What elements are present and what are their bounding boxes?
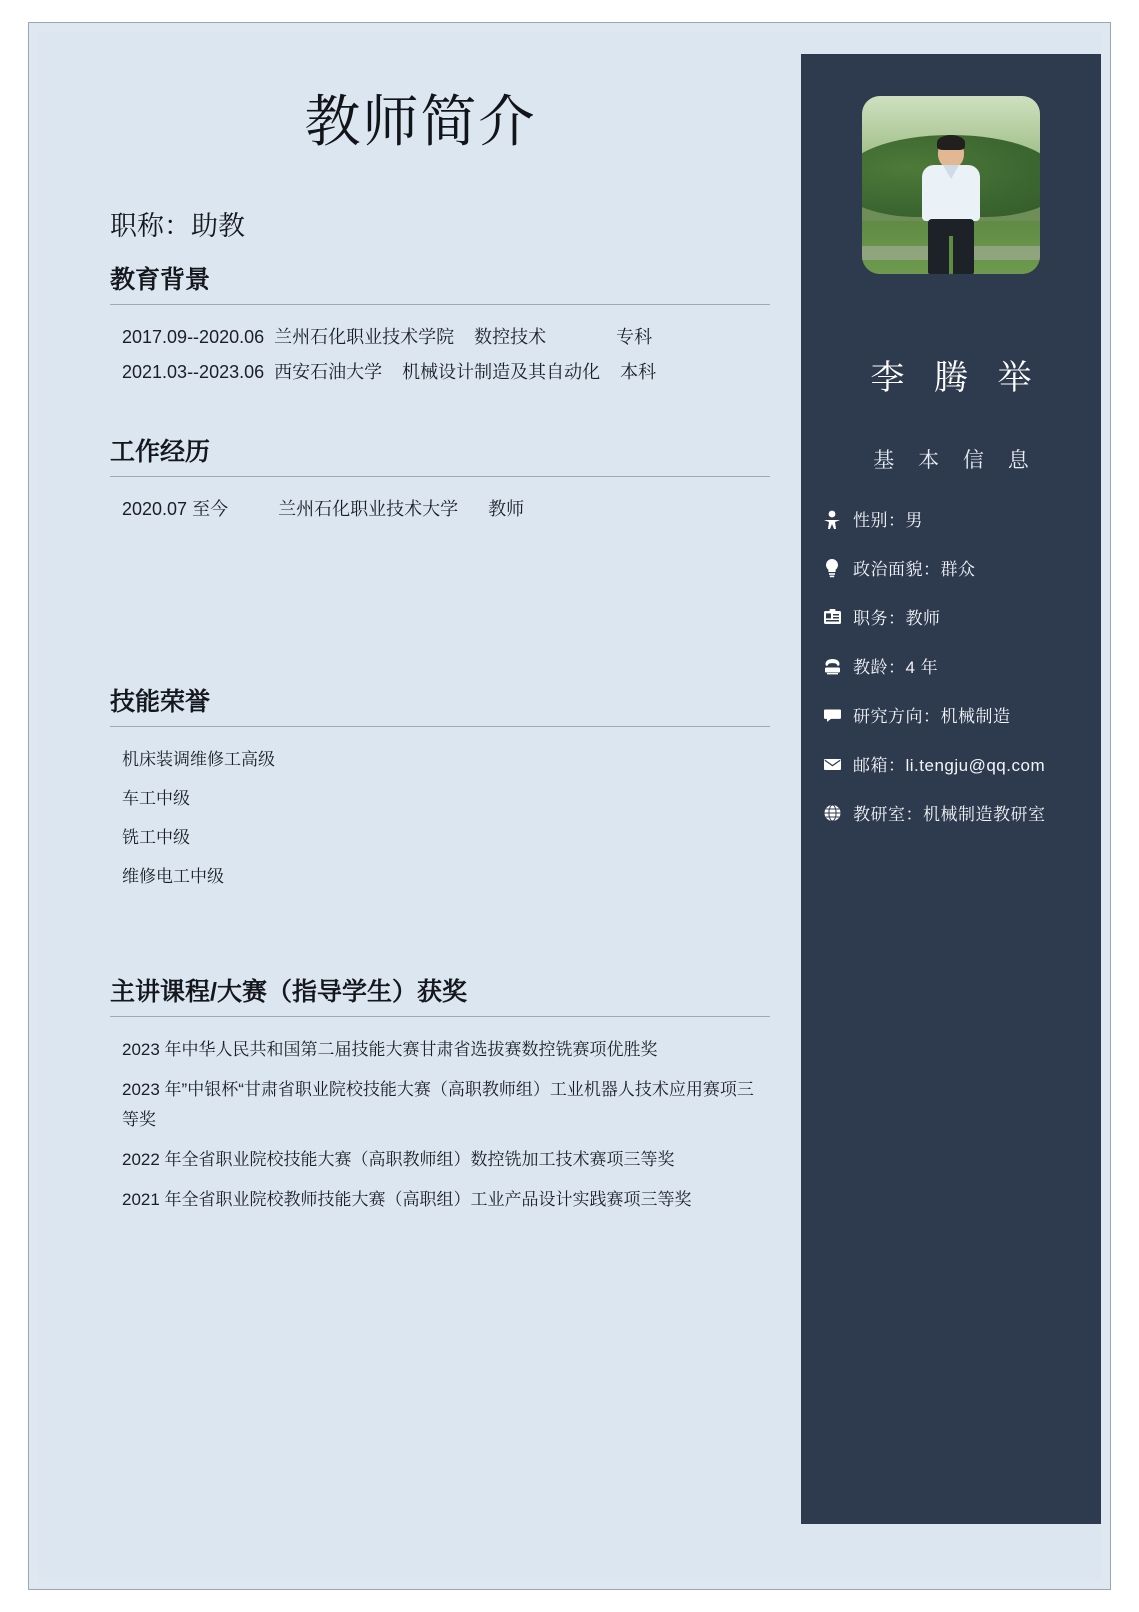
section-education [110,260,770,393]
section-skills [110,682,770,901]
info-text: 教龄：4 年 [853,658,939,677]
section-body-work [110,477,770,521]
globe-icon [823,803,853,823]
page-sheet [28,22,1111,1590]
info-row-teaching-years [823,656,1091,680]
person-name: 李 腾 举 [870,359,1042,397]
award-item: 2023 年”中银杯“甘肃省职业院校技能大赛（高职教师组）工业机器人技术应用赛项三等奖 [122,1080,754,1129]
photo-person-hair [937,135,965,150]
section-work [110,432,770,529]
section-awards [110,972,770,1225]
skill-item: 铣工中级 [122,828,190,847]
chat-icon [823,705,853,725]
bulb-icon [823,558,853,578]
job-title: 职称：助教 [110,211,245,241]
photo-person [920,132,982,274]
info-text: 性别：男 [853,511,923,530]
info-row-email [823,754,1091,778]
photo-person-leg-gap [949,236,953,274]
education-item: 2021.03--2023.06 西安石油大学 机械设计制造及其自动化 本科 [122,362,657,382]
education-item: 2017.09--2020.06 兰州石化职业技术学院 数控技术 专科 [122,327,653,347]
page-title: 教师简介 [304,90,537,153]
skill-item: 机床装调维修工高级 [122,750,275,769]
info-row-research [823,705,1091,729]
section-body-skills [110,727,770,887]
info-text: 邮箱：li.tengju@qq.com [853,756,1046,775]
section-heading-awards: 主讲课程/大赛（指导学生）获奖 [110,978,467,1006]
info-text: 政治面貌：群众 [853,560,976,579]
section-heading-education: 教育背景 [110,266,211,294]
left-column [38,32,803,1580]
id-card-icon [823,607,853,627]
sidebar-subtitle: 基 本 信 息 [873,449,1038,472]
info-row-position [823,607,1091,631]
avatar [862,96,1040,274]
skill-item: 车工中级 [122,789,190,808]
work-item: 2020.07 至今 兰州石化职业技术大学 教师 [122,499,525,519]
info-row-gender [823,509,1091,533]
info-text: 研究方向：机械制造 [853,707,1011,726]
mail-icon [823,754,853,774]
award-item: 2023 年中华人民共和国第二届技能大赛甘肃省选拔赛数控铣赛项优胜奖 [122,1040,658,1059]
page-inner [38,32,1101,1580]
skill-item: 维修电工中级 [122,867,224,886]
info-text: 职务：教师 [853,609,941,628]
phone-icon [823,656,853,676]
sidebar [801,54,1101,1524]
award-item: 2021 年全省职业院校教师技能大赛（高职组）工业产品设计实践赛项三等奖 [122,1190,692,1209]
section-body-education [110,305,770,384]
basic-info-list [823,509,1091,852]
info-text: 教研室：机械制造教研室 [853,805,1046,824]
section-body-awards [110,1017,770,1215]
person-icon [823,509,853,529]
award-item: 2022 年全省职业院校技能大赛（高职教师组）数控铣加工技术赛项三等奖 [122,1150,675,1169]
section-heading-skills: 技能荣誉 [110,688,211,716]
info-row-office [823,803,1091,827]
info-row-political [823,558,1091,582]
section-heading-work: 工作经历 [110,438,211,466]
